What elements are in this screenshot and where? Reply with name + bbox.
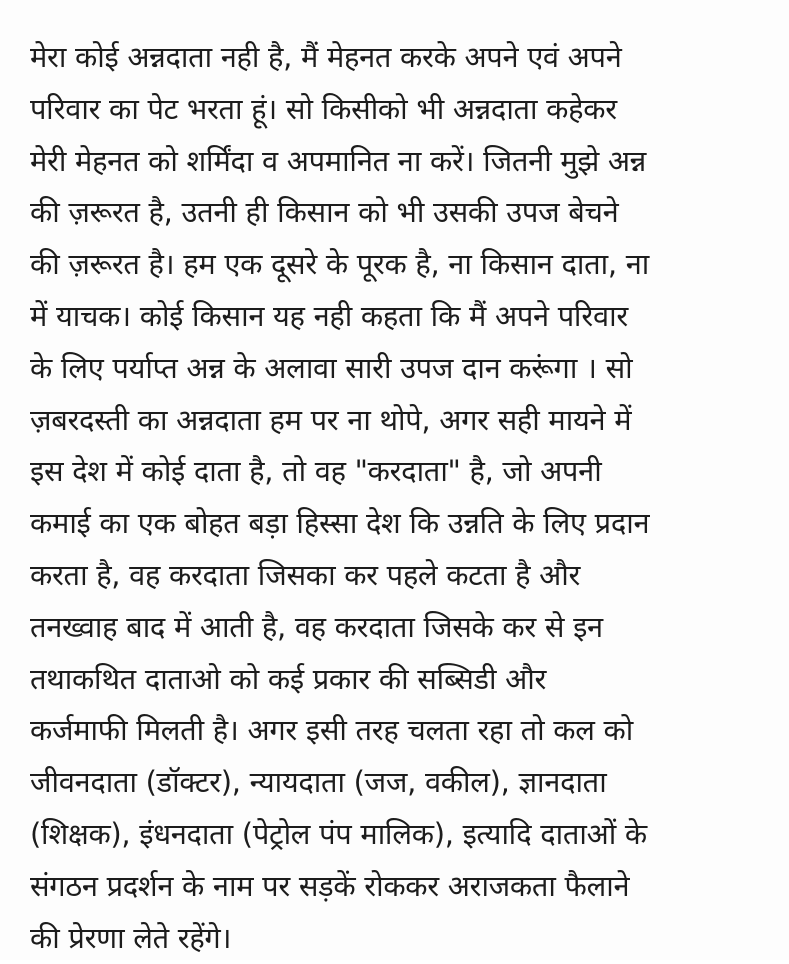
paragraph xyxy=(30,32,770,964)
text-line-7: के लिए पर्याप्त अन्न के अलावा सारी उपज दान करूंगा । सो xyxy=(30,350,633,385)
text-line-12: तनख्वाह बाद में आती है, वह करदाता जिसके कर से इन xyxy=(30,609,603,644)
text-line-8: ज़बरदस्ती का अन्नदाता हम पर ना थोपे, अगर सही मायने में xyxy=(30,402,632,437)
text-line-3: मेरी मेहनत को शर्मिंदा व अपमानित ना करें। जितनी मुझे अन्न xyxy=(30,143,647,178)
text-line-9: इस देश में कोई दाता है, तो वह "करदाता" है, जो अपनी xyxy=(30,454,602,489)
text-line-5: की ज़रूरत है। हम एक दूसरे के पूरक है, ना किसान दाता, ना xyxy=(30,247,650,282)
text-line-18: की प्रेरणा लेते रहेंगे। xyxy=(30,920,232,955)
text-line-14: कर्जमाफी मिलती है। अगर इसी तरह चलता रहा तो कल को xyxy=(30,713,633,748)
text-line-6: में याचक। कोई किसान यह नही कहता कि मैं अपने परिवार xyxy=(30,298,628,333)
text-line-2: परिवार का पेट भरता हूं। सो किसीको भी अन्नदाता कहेकर xyxy=(30,91,617,126)
text-line-4: की ज़रूरत है, उतनी ही किसान को भी उसकी उपज बेचने xyxy=(30,195,619,230)
text-line-16: (शिक्षक), इंधनदाता (पेट्रोल पंप मालिक), इत्यादि दाताओं के xyxy=(30,816,647,851)
text-line-13: तथाकथित दाताओ को कई प्रकार की सब्सिडी और xyxy=(30,661,547,696)
text-line-15: जीवनदाता (डॉक्टर), न्यायदाता (जज, वकील), ज्ञानदाता xyxy=(30,765,607,800)
text-line-17: संगठन प्रदर्शन के नाम पर सड़कें रोककर अराजकता फैलाने xyxy=(30,868,630,903)
text-line-1: मेरा कोई अन्नदाता नही है, मैं मेहनत करके अपने एवं अपने xyxy=(30,40,622,74)
text-line-10: कमाई का एक बोहत बड़ा हिस्सा देश कि उन्नति के लिए प्रदान xyxy=(30,506,650,541)
text-line-11: करता है, वह करदाता जिसका कर पहले कटता है और xyxy=(30,557,581,592)
